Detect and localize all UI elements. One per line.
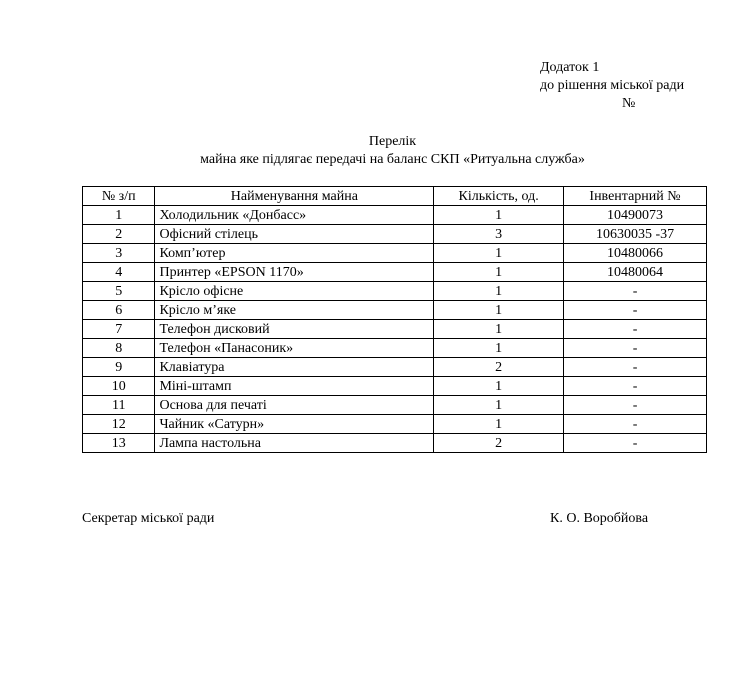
cell-inventory: - <box>564 415 707 434</box>
cell-name: Офісний стілець <box>155 225 434 244</box>
table-row <box>83 225 707 244</box>
cell-name: Міні-штамп <box>155 377 434 396</box>
cell-number: 1 <box>83 206 155 225</box>
cell-inventory: - <box>564 377 707 396</box>
cell-inventory: - <box>564 301 707 320</box>
table-row <box>83 434 707 453</box>
cell-number: 3 <box>83 244 155 263</box>
cell-number: 9 <box>83 358 155 377</box>
table-row <box>83 320 707 339</box>
cell-name: Холодильник «Донбасс» <box>155 206 434 225</box>
property-table <box>82 186 707 453</box>
signature-name: К. О. Воробйова <box>550 511 649 526</box>
cell-name: Клавіатура <box>155 358 434 377</box>
cell-number: 2 <box>83 225 155 244</box>
table-row <box>83 358 707 377</box>
annex-title: Додаток 1 <box>540 60 600 75</box>
cell-quantity: 1 <box>434 396 564 415</box>
cell-quantity: 1 <box>434 415 564 434</box>
cell-quantity: 1 <box>434 301 564 320</box>
cell-name: Комп’ютер <box>155 244 434 263</box>
cell-number: 6 <box>83 301 155 320</box>
cell-quantity: 1 <box>434 206 564 225</box>
cell-quantity: 1 <box>434 339 564 358</box>
cell-number: 10 <box>83 377 155 396</box>
table-row <box>83 282 707 301</box>
cell-inventory: - <box>564 282 707 301</box>
table-row <box>83 206 707 225</box>
table-row <box>83 244 707 263</box>
header-name: Найменування майна <box>155 187 434 206</box>
annex-number: № <box>622 96 636 111</box>
cell-name: Лампа настольна <box>155 434 434 453</box>
table-body <box>83 206 707 453</box>
cell-quantity: 1 <box>434 377 564 396</box>
table-row <box>83 301 707 320</box>
document-title <box>0 133 739 169</box>
annex-decision: до рішення міської ради <box>540 78 685 93</box>
cell-name: Телефон дисковий <box>155 320 434 339</box>
table-row <box>83 377 707 396</box>
cell-quantity: 1 <box>434 263 564 282</box>
table-row <box>83 263 707 282</box>
cell-number: 4 <box>83 263 155 282</box>
cell-number: 5 <box>83 282 155 301</box>
cell-name: Крісло м’яке <box>155 301 434 320</box>
cell-quantity: 2 <box>434 358 564 377</box>
cell-quantity: 1 <box>434 320 564 339</box>
cell-quantity: 3 <box>434 225 564 244</box>
table-row <box>83 415 707 434</box>
cell-name: Чайник «Сатурн» <box>155 415 434 434</box>
cell-inventory: - <box>564 339 707 358</box>
cell-quantity: 2 <box>434 434 564 453</box>
header-quantity: Кількість, од. <box>434 187 564 206</box>
cell-inventory: 10480066 <box>564 244 707 263</box>
cell-name: Телефон «Панасоник» <box>155 339 434 358</box>
cell-inventory: 10490073 <box>564 206 707 225</box>
title-heading: Перелік <box>368 134 417 149</box>
table-row <box>83 396 707 415</box>
table-row <box>83 339 707 358</box>
signature-position: Секретар міської ради <box>82 511 215 526</box>
cell-number: 12 <box>83 415 155 434</box>
cell-number: 8 <box>83 339 155 358</box>
cell-name: Принтер «EPSON 1170» <box>155 263 434 282</box>
cell-inventory: 10630035 -37 <box>564 225 707 244</box>
annex-block <box>540 59 684 113</box>
cell-number: 7 <box>83 320 155 339</box>
cell-number: 11 <box>83 396 155 415</box>
cell-inventory: - <box>564 320 707 339</box>
cell-name: Основа для печаті <box>155 396 434 415</box>
cell-inventory: - <box>564 396 707 415</box>
table-header-row <box>83 187 707 206</box>
cell-number: 13 <box>83 434 155 453</box>
cell-quantity: 1 <box>434 282 564 301</box>
title-subheading: майна яке підлягає передачі на баланс СКП «Ритуальна служба» <box>200 152 585 167</box>
cell-inventory: - <box>564 434 707 453</box>
cell-name: Крісло офісне <box>155 282 434 301</box>
header-inventory: Інвентарний № <box>564 187 707 206</box>
cell-inventory: 10480064 <box>564 263 707 282</box>
cell-quantity: 1 <box>434 244 564 263</box>
cell-inventory: - <box>564 358 707 377</box>
header-number: № з/п <box>83 187 155 206</box>
